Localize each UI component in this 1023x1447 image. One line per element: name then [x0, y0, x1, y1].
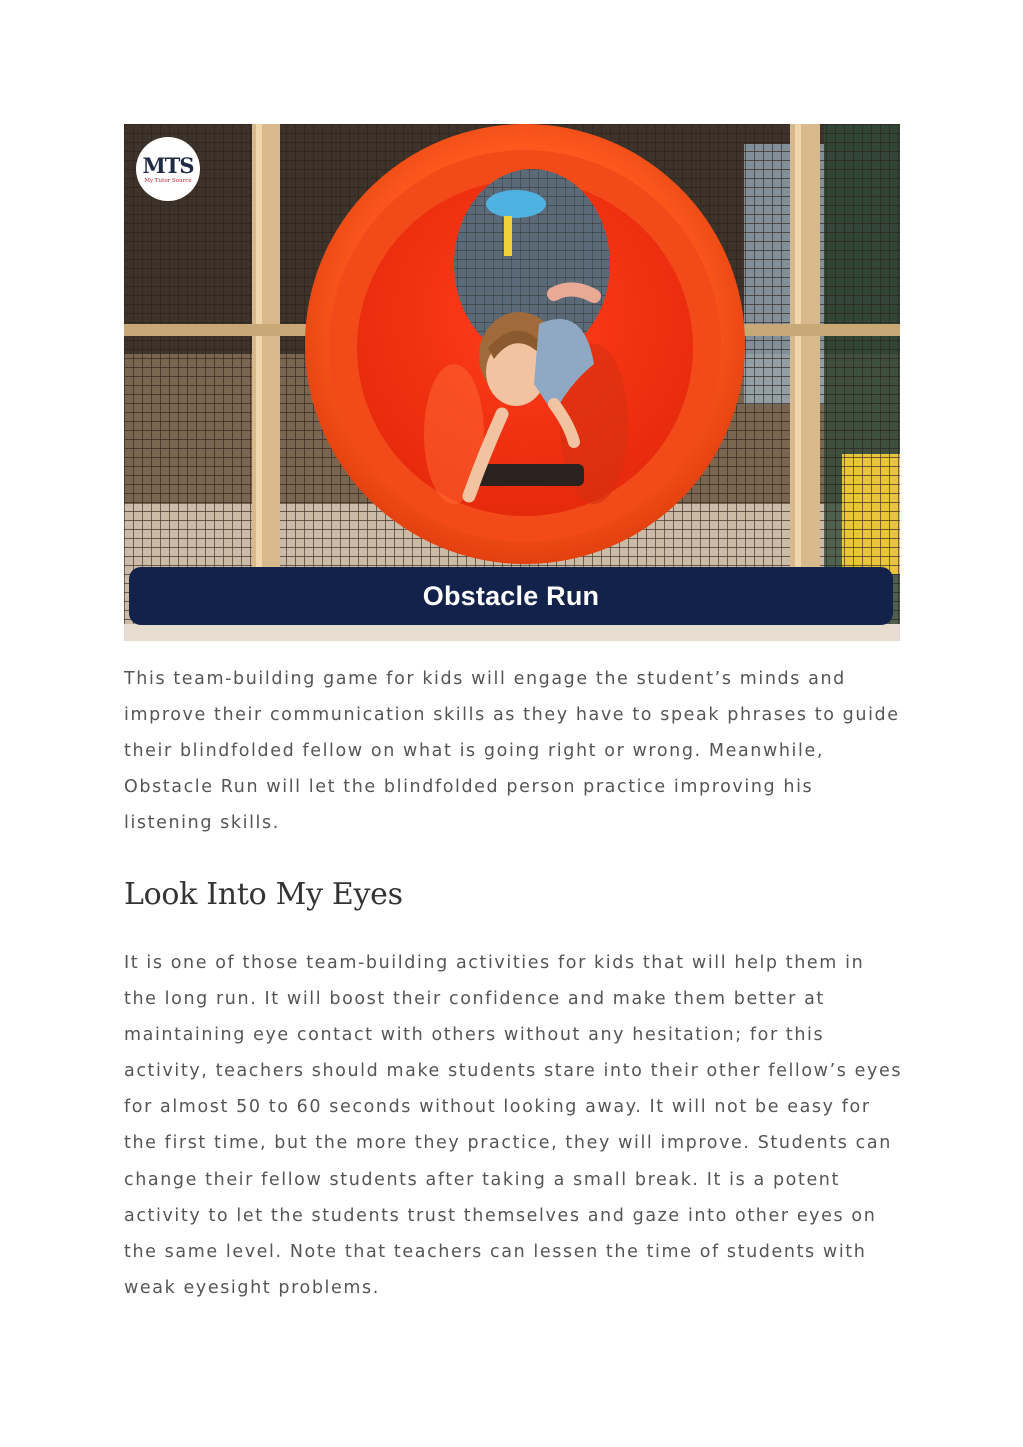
image-caption-banner [129, 567, 893, 625]
logo-mark: MTS [142, 152, 194, 178]
section-heading: Look Into My Eyes [124, 877, 403, 912]
section-paragraph: It is one of those team-building activities for kids that will help them in the long run. It will boost their confidence and make them better at maintaining eye contact with others without any hesitation; for this activity, teachers should make students stare into their other fellow’s eyes for almost 50 to 60 seconds without looking away. It will not be easy for the first time, but the more they practice, they will improve. Students can change their fellow students after taking a small break. It is a potent activity to let the students trust themselves and gaze into other eyes on the same level. Note that teachers can lessen the time of students with weak eyesight problems. [124, 953, 903, 1298]
playground-tube-illustration [124, 124, 900, 641]
intro-paragraph: This team-building game for kids will engage the student’s minds and improve their communication skills as they have to speak phrases to guide their blindfolded fellow on what is going right or wrong. Meanwhile, Obstacle Run will let the blindfolded person practice improving his listening skills. [124, 669, 900, 834]
banner-title: Obstacle Run [422, 580, 600, 611]
logo-subtext: My Tutor Source [144, 177, 192, 184]
brand-logo [136, 137, 200, 201]
hero-image [124, 124, 900, 641]
